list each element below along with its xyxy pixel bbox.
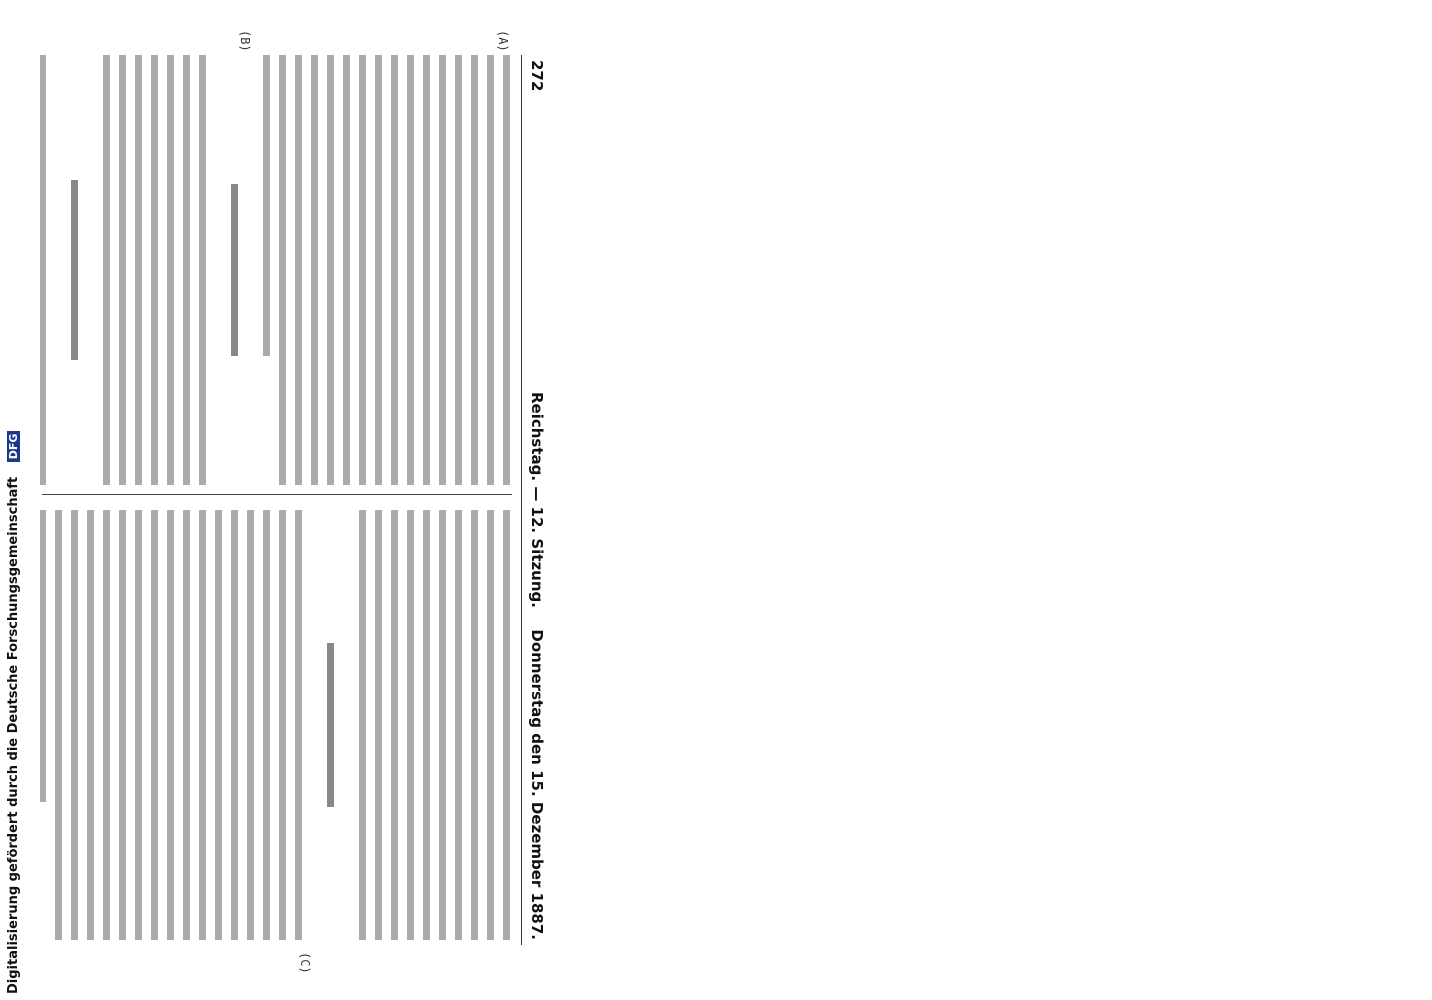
text-line <box>231 510 238 940</box>
text-line <box>455 55 462 485</box>
margin-mark-a: (A) <box>496 30 510 52</box>
text-line <box>503 510 510 940</box>
text-line <box>167 510 174 940</box>
text-line <box>55 510 62 940</box>
text-line <box>263 55 270 356</box>
dfg-logo: DFG <box>7 431 20 463</box>
text-line <box>343 55 350 485</box>
text-line <box>55 55 62 485</box>
text-line <box>311 510 318 940</box>
running-head <box>522 60 546 940</box>
text-line <box>359 510 366 940</box>
margin-mark-b: (B) <box>238 30 252 52</box>
text-line <box>40 55 46 485</box>
text-line <box>391 55 398 485</box>
text-line <box>183 55 190 485</box>
text-line <box>503 55 510 485</box>
column-divider <box>42 494 512 495</box>
text-line <box>391 510 398 940</box>
text-column-left <box>40 55 510 485</box>
text-line <box>295 510 302 940</box>
text-line <box>119 510 126 940</box>
text-line <box>487 510 494 940</box>
text-line <box>247 510 254 940</box>
text-line <box>199 510 206 940</box>
text-line <box>471 55 478 485</box>
text-line <box>407 55 414 485</box>
text-line <box>343 510 350 940</box>
text-line <box>375 510 382 940</box>
text-line <box>263 510 270 940</box>
text-line <box>407 510 414 940</box>
text-line <box>423 55 430 485</box>
text-line <box>327 643 334 806</box>
text-line <box>423 510 430 940</box>
text-line <box>215 55 222 485</box>
text-line <box>439 510 446 940</box>
text-line <box>295 55 302 485</box>
text-line <box>455 510 462 940</box>
page-number: 272 <box>528 60 546 92</box>
text-line <box>279 55 286 485</box>
margin-mark-c: (C) <box>298 952 312 974</box>
text-line <box>471 510 478 940</box>
text-line <box>375 55 382 485</box>
text-line <box>215 510 222 940</box>
text-line <box>87 55 94 485</box>
document-page <box>0 0 552 1000</box>
text-line <box>359 55 366 485</box>
text-line <box>71 180 78 361</box>
text-line <box>487 55 494 485</box>
text-line <box>327 55 334 485</box>
text-column-right <box>40 510 510 940</box>
text-line <box>135 510 142 940</box>
text-line <box>151 510 158 940</box>
text-line <box>167 55 174 485</box>
text-line <box>151 55 158 485</box>
text-line <box>247 55 254 485</box>
text-line <box>87 510 94 940</box>
text-line <box>103 55 110 485</box>
text-line <box>311 55 318 485</box>
text-line <box>199 55 206 485</box>
text-line <box>103 510 110 940</box>
text-line <box>71 510 78 940</box>
credit-text: Digitalisierung gefördert durch die Deutsche Forschungsgemeinschaft <box>6 476 21 994</box>
text-line <box>135 55 142 485</box>
header-rule <box>521 55 522 945</box>
session-date: Donnerstag den 15. Dezember 1887. <box>528 629 546 940</box>
page-title: Reichstag. — 12. Sitzung. <box>528 392 546 608</box>
text-line <box>279 510 286 940</box>
digitization-credit <box>6 431 21 994</box>
text-line <box>231 184 238 356</box>
text-line <box>40 510 46 802</box>
text-line <box>119 55 126 485</box>
text-line <box>183 510 190 940</box>
text-line <box>439 55 446 485</box>
